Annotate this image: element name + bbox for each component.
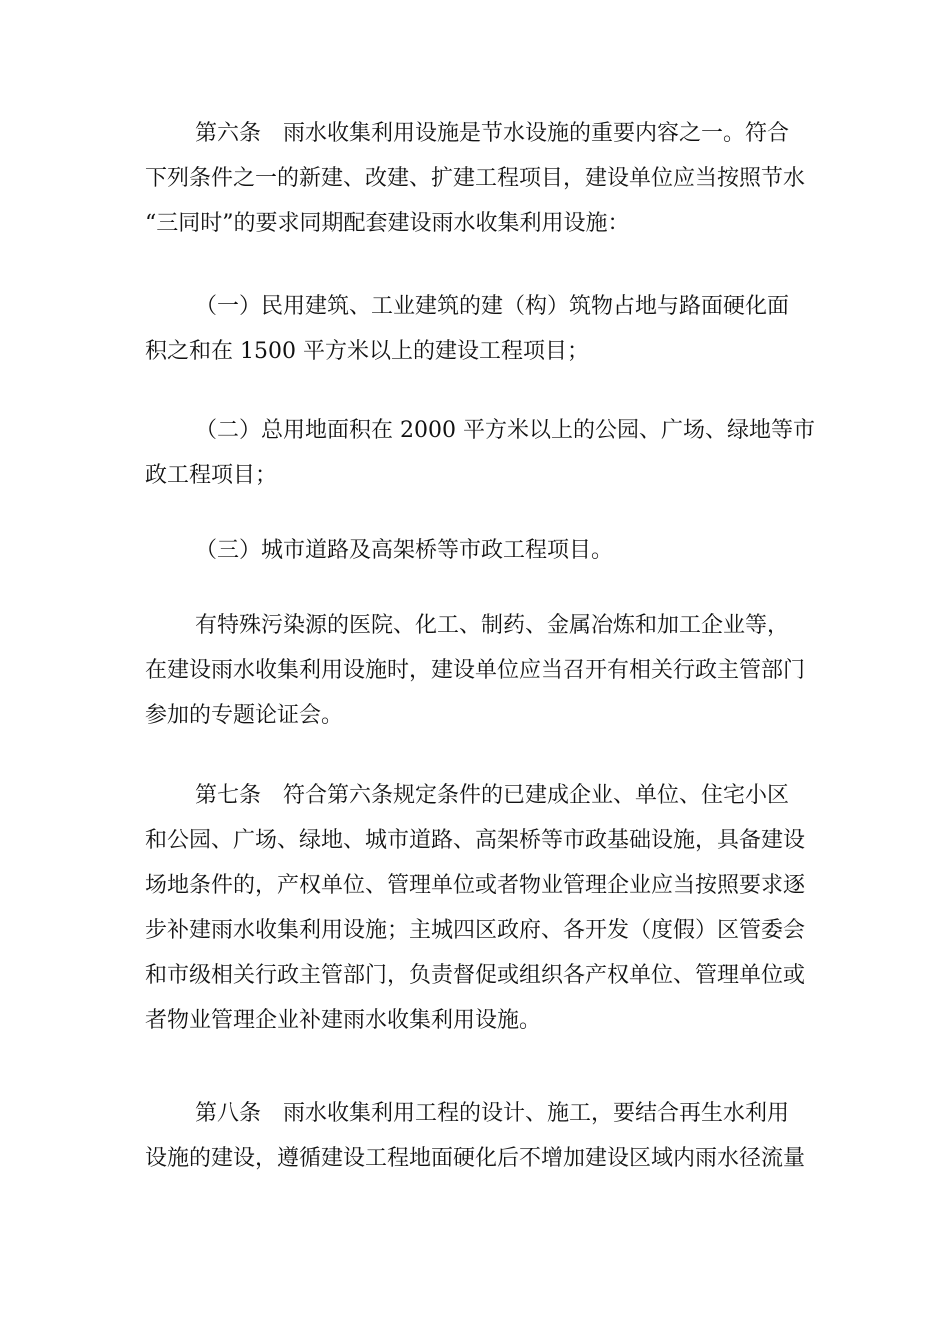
text-line: 第六条 雨水收集利用设施是节水设施的重要内容之一。符合: [195, 121, 790, 146]
text-line: （三）城市道路及高架桥等市政工程项目。: [195, 538, 614, 563]
article-8-paragraph: [145, 1091, 810, 1181]
text-line: 和公园、广场、绿地、城市道路、高架桥等市政基础设施，具备建设: [145, 828, 806, 853]
article-7-paragraph: [145, 773, 810, 1043]
text-line: 政工程项目；: [145, 463, 278, 488]
text-line: （二）总用地面积在 2000 平方米以上的公园、广场、绿地等市: [195, 418, 815, 443]
text-line: 和市级相关行政主管部门，负责督促或组织各产权单位、管理单位或: [145, 963, 806, 988]
item-2-paragraph: [145, 408, 815, 498]
text-line: 下列条件之一的新建、改建、扩建工程项目，建设单位应当按照节水: [145, 166, 806, 191]
text-line: 步补建雨水收集利用设施；主城四区政府、各开发（度假）区管委会: [145, 918, 806, 943]
text-line: 者物业管理企业补建雨水收集利用设施。: [145, 1008, 542, 1033]
text-line: 有特殊污染源的医院、化工、制药、金属冶炼和加工企业等，: [195, 613, 790, 638]
item-1-paragraph: [145, 284, 810, 374]
text-line: 参加的专题论证会。: [145, 703, 344, 728]
text-line: （一）民用建筑、工业建筑的建（构）筑物占地与路面硬化面: [195, 294, 790, 319]
text-line: 场地条件的，产权单位、管理单位或者物业管理企业应当按照要求逐: [145, 873, 806, 898]
item-3-paragraph: [145, 528, 810, 573]
article-6-paragraph: [145, 111, 810, 246]
pollution-note-paragraph: [145, 603, 810, 738]
text-line: 积之和在 1500 平方米以上的建设工程项目；: [145, 339, 589, 364]
text-line: 第八条 雨水收集利用工程的设计、施工，要结合再生水利用: [195, 1101, 790, 1126]
text-line: 第七条 符合第六条规定条件的已建成企业、单位、住宅小区: [195, 783, 790, 808]
text-line: 在建设雨水收集利用设施时，建设单位应当召开有相关行政主管部门: [145, 658, 806, 683]
text-line: 设施的建设，遵循建设工程地面硬化后不增加建设区域内雨水径流量: [145, 1146, 806, 1171]
text-line: “三同时”的要求同期配套建设雨水收集利用设施：: [145, 211, 630, 236]
